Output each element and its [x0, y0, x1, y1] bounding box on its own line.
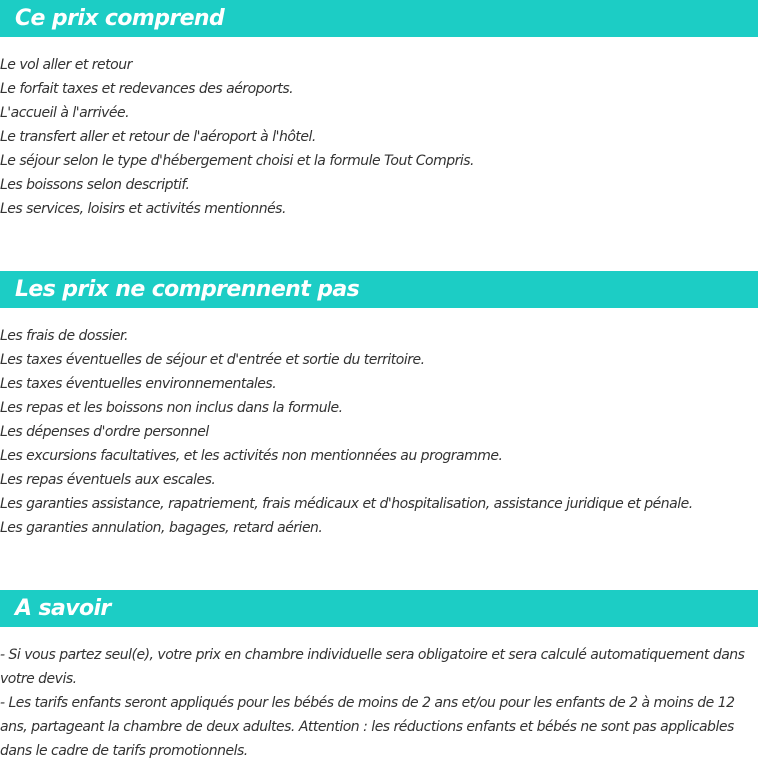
included-item: Le forfait taxes et redevances des aéroports. — [0, 81, 294, 97]
info-paragraph-children: - Les tarifs enfants seront appliqués pour les bébés de moins de 2 ans et/ou pour les enfants de 2 à moins de 12 ans, partageant la chambre de deux adultes. Attention : les réductions enfants et bébés ne sont pas applicables dans le cadre de tarifs promotionnels. — [0, 695, 735, 759]
excluded-item: Les repas et les boissons non inclus dans la formule. — [0, 400, 343, 416]
included-item: L'accueil à l'arrivée. — [0, 105, 130, 121]
excluded-title: Les prix ne comprennent pas — [15, 277, 360, 302]
info-header — [0, 590, 758, 627]
included-item: Les boissons selon descriptif. — [0, 177, 190, 193]
excluded-item: Les excursions facultatives, et les activités non mentionnées au programme. — [0, 448, 503, 464]
included-item: Les services, loisirs et activités mentionnés. — [0, 201, 286, 217]
excluded-item: Les dépenses d'ordre personnel — [0, 424, 209, 440]
excluded-item: Les garanties assistance, rapatriement, frais médicaux et d'hospitalisation, assistance juridique et pénale. — [0, 496, 693, 512]
included-title: Ce prix comprend — [15, 6, 225, 31]
excluded-item: Les taxes éventuelles environnementales. — [0, 376, 277, 392]
included-item: Le vol aller et retour — [0, 57, 132, 73]
included-item: Le séjour selon le type d'hébergement choisi et la formule Tout Compris. — [0, 153, 475, 169]
included-list — [0, 53, 758, 221]
excluded-header — [0, 271, 758, 308]
info-paragraph-single: - Si vous partez seul(e), votre prix en chambre individuelle sera obligatoire et sera calculé automatiquement dans votre devis. — [0, 647, 745, 687]
included-header — [0, 0, 758, 37]
excluded-item: Les repas éventuels aux escales. — [0, 472, 216, 488]
info-title: A savoir — [15, 596, 111, 621]
excluded-list — [0, 324, 758, 540]
excluded-item: Les frais de dossier. — [0, 328, 128, 344]
excluded-item: Les taxes éventuelles de séjour et d'entrée et sortie du territoire. — [0, 352, 425, 368]
included-item: Le transfert aller et retour de l'aéroport à l'hôtel. — [0, 129, 316, 145]
excluded-item: Les garanties annulation, bagages, retard aérien. — [0, 520, 323, 536]
